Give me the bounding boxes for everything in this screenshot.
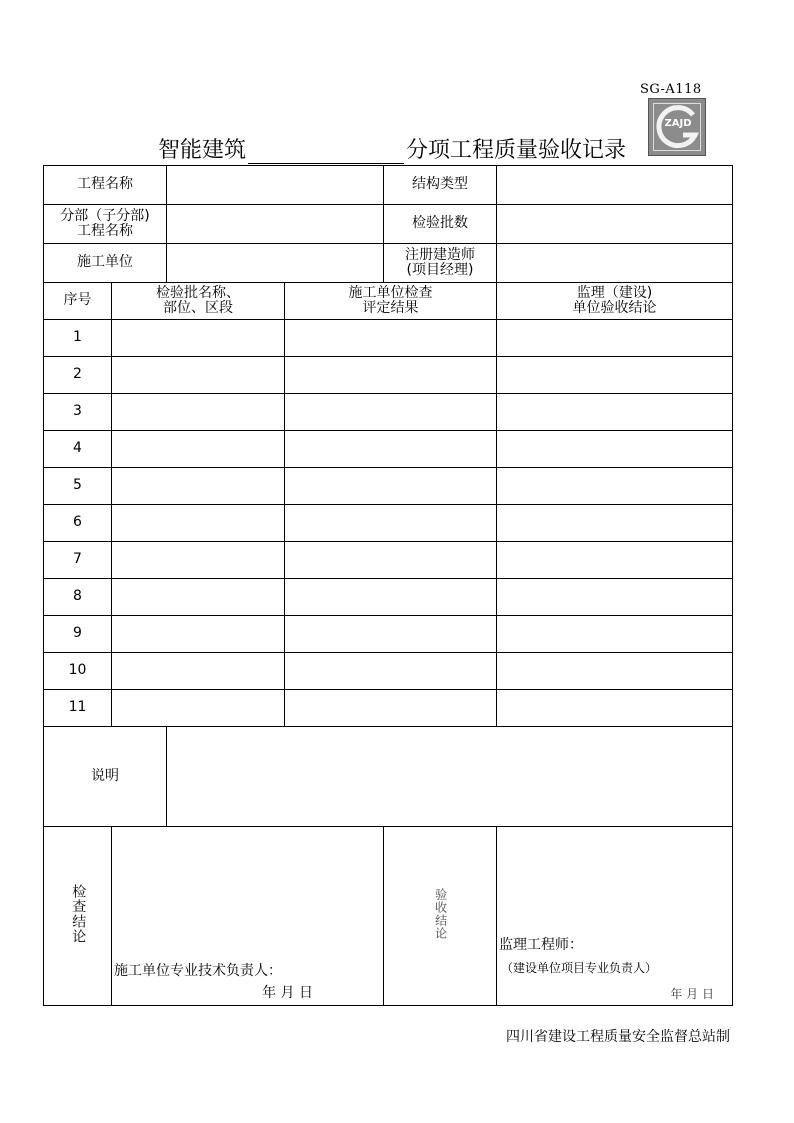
conclusion-row (44, 827, 733, 1006)
batch-cell[interactable] (112, 542, 285, 579)
table-row (44, 616, 733, 653)
table-row (44, 320, 733, 357)
col-check-line2: 评定结果 (362, 300, 419, 316)
supervise-cell[interactable] (497, 542, 733, 579)
supervise-cell[interactable] (497, 357, 733, 394)
check-cell[interactable] (285, 431, 497, 468)
info-row-project (44, 166, 733, 205)
subdivision-field[interactable] (167, 205, 384, 244)
col-batch-line1: 检验批名称、 (156, 284, 240, 301)
table-row (44, 579, 733, 616)
logo-text: ZAJD (664, 118, 692, 129)
zajd-logo (648, 98, 706, 156)
check-cell[interactable] (285, 468, 497, 505)
supervisor-note: （建设单位项目专业负责人） (501, 960, 658, 975)
batch-cell[interactable] (112, 690, 285, 727)
project-name-field[interactable] (167, 166, 384, 205)
page-title (158, 132, 626, 164)
supervisor-sign-label: 监理工程师： (499, 936, 583, 953)
check-cell[interactable] (285, 505, 497, 542)
info-row-subdivision (44, 205, 733, 244)
contractor-date: 年 月 日 (262, 984, 313, 1001)
check-cell[interactable] (285, 690, 497, 727)
structure-type-field[interactable] (497, 166, 733, 205)
col-batch-line2: 部位、区段 (163, 300, 233, 316)
contractor-sign-label: 施工单位专业技术负责人： (114, 962, 282, 979)
supervisor-date: 年 月 日 (670, 986, 714, 1001)
table-row (44, 468, 733, 505)
batch-cell[interactable] (112, 616, 285, 653)
manager-field[interactable] (497, 244, 733, 283)
col-check-header (285, 283, 497, 320)
col-check-line1: 施工单位检查 (348, 284, 433, 301)
row-seq: 3 (44, 394, 112, 431)
accept-conclusion-label-cell (384, 827, 497, 1006)
supervise-cell[interactable] (497, 468, 733, 505)
info-row-contractor (44, 244, 733, 283)
table-row (44, 690, 733, 727)
title-blank-field[interactable] (248, 139, 404, 164)
manager-label-line1: 注册建造师 (405, 246, 475, 263)
supervise-cell[interactable] (497, 431, 733, 468)
table-row (44, 505, 733, 542)
row-seq: 8 (44, 579, 112, 616)
batch-cell[interactable] (112, 505, 285, 542)
col-supervise-line2: 单位验收结论 (572, 300, 657, 316)
batch-cell[interactable] (112, 431, 285, 468)
supervise-cell[interactable] (497, 320, 733, 357)
check-conclusion-label-cell (44, 827, 112, 1006)
batch-cell[interactable] (112, 468, 285, 505)
col-batch-header (112, 283, 285, 320)
batch-cell[interactable] (112, 394, 285, 431)
batch-cell[interactable] (112, 579, 285, 616)
notes-label: 说明 (44, 727, 167, 827)
manager-label (384, 244, 497, 283)
check-cell[interactable] (285, 579, 497, 616)
acceptance-form (43, 165, 733, 1006)
check-cell[interactable] (285, 357, 497, 394)
subdivision-label (44, 205, 167, 244)
row-seq: 1 (44, 320, 112, 357)
manager-label-line2: (项目经理) (406, 262, 474, 278)
batch-count-field[interactable] (497, 205, 733, 244)
check-cell[interactable] (285, 320, 497, 357)
col-seq-header: 序号 (44, 283, 112, 320)
check-cell[interactable] (285, 542, 497, 579)
table-row (44, 542, 733, 579)
supervise-cell[interactable] (497, 616, 733, 653)
logo-emblem-icon (649, 99, 707, 157)
row-seq: 9 (44, 616, 112, 653)
table-row (44, 394, 733, 431)
construction-unit-field[interactable] (167, 244, 384, 283)
row-seq: 2 (44, 357, 112, 394)
supervise-cell[interactable] (497, 653, 733, 690)
batch-count-label: 检验批数 (384, 205, 497, 244)
subdivision-label-line2: 工程名称 (77, 223, 133, 239)
batch-cell[interactable] (112, 653, 285, 690)
row-seq: 10 (44, 653, 112, 690)
batch-cell[interactable] (112, 320, 285, 357)
subdivision-label-line1: 分部（子分部) (60, 207, 150, 224)
col-supervise-line1: 监理（建设) (576, 284, 653, 301)
row-seq: 5 (44, 468, 112, 505)
supervise-cell[interactable] (497, 579, 733, 616)
supervisor-sign-cell[interactable] (497, 827, 733, 1006)
column-header-row (44, 283, 733, 320)
table-row (44, 431, 733, 468)
check-cell[interactable] (285, 653, 497, 690)
supervise-cell[interactable] (497, 394, 733, 431)
col-supervise-header (497, 283, 733, 320)
construction-unit-label: 施工单位 (44, 244, 167, 283)
title-prefix: 智能建筑 (158, 138, 247, 163)
row-seq: 6 (44, 505, 112, 542)
row-seq: 7 (44, 542, 112, 579)
table-row (44, 357, 733, 394)
row-seq: 11 (44, 690, 112, 727)
supervise-cell[interactable] (497, 690, 733, 727)
check-cell[interactable] (285, 394, 497, 431)
project-name-label: 工程名称 (44, 166, 167, 205)
row-seq: 4 (44, 431, 112, 468)
supervise-cell[interactable] (497, 505, 733, 542)
form-code: SG-A118 (640, 82, 702, 97)
batch-cell[interactable] (112, 357, 285, 394)
notes-row (44, 727, 733, 827)
contractor-sign-cell[interactable] (112, 827, 384, 1006)
accept-conclusion-label: 验收结论 (433, 887, 448, 940)
check-cell[interactable] (285, 616, 497, 653)
structure-type-label: 结构类型 (384, 166, 497, 205)
title-suffix: 分项工程质量验收记录 (406, 138, 627, 163)
notes-field[interactable] (167, 727, 733, 827)
check-conclusion-label: 检查结论 (70, 883, 87, 944)
table-row (44, 653, 733, 690)
issuer-footer: 四川省建设工程质量安全监督总站制 (506, 1029, 730, 1045)
